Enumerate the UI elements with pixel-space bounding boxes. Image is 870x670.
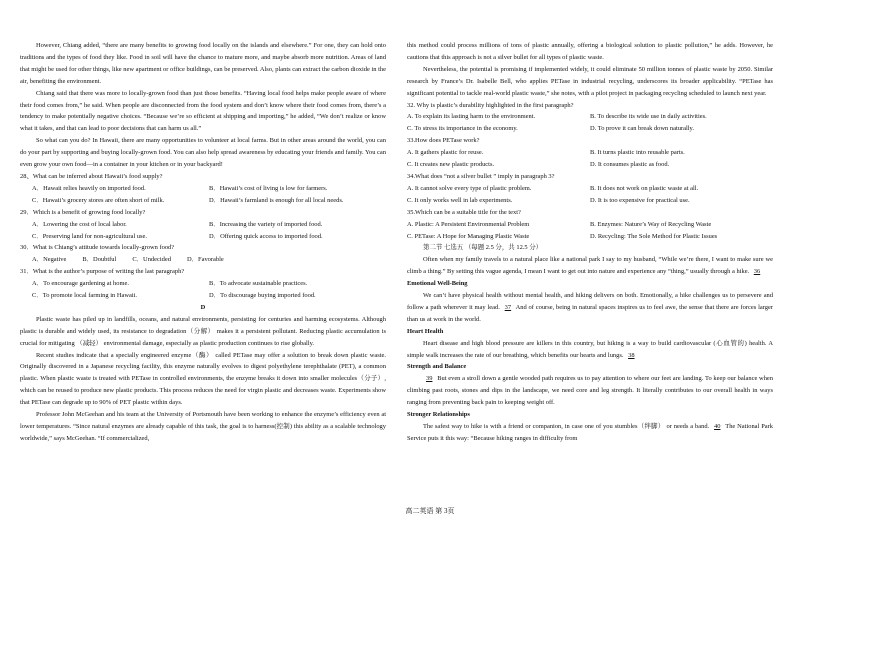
passage-label: D <box>200 303 206 311</box>
question-30: 30．What is Chiang’s attitude towards locally-grown food? <box>20 244 175 252</box>
option-c: C. PETase: A Hope for Managing Plastic Waste <box>407 232 530 240</box>
option-b: B. Enzymes: Nature’s Way of Recycling Waste <box>590 220 712 228</box>
paragraph: Nevertheless, the potential is promising if implemented widely, it could eliminate 50 million tonnes of plastic waste by 2050. Similar research by France’s Dr. Isabelle Bell, who applies PETase in industrial recycling, underscores its broader applicability. “PETase has significant potential to tackle real-world plastic waste,” she notes, with a pilot project in packaging recycling scheduled to launch next year. <box>407 65 773 97</box>
subheading: Strength and Balance <box>407 363 467 371</box>
options-row <box>407 159 773 171</box>
options-row <box>407 231 773 243</box>
paragraph: Chiang said that there was more to locally-grown food than just those benefits. “Having local food helps make people aware of where their food comes from,” he said. When people are disconnected from the food system and don’t know where their food comes from, there’s a tendency to make potentially negative choices. “Because we’re so efficient at shipping and importing,” he added, “We don’t realize or know what it takes, and that can lead to poor decisions that can harm us all.” <box>20 89 386 133</box>
option-c: C．To promote local farming in Hawaii. <box>32 292 138 300</box>
option-a: A．Negative <box>32 256 67 264</box>
option-b: B．Increasing the variety of imported food. <box>209 220 323 228</box>
page-footer: 高二英语 第 3页 <box>405 507 455 515</box>
option-d: D. To prove it can break down naturally. <box>590 125 694 133</box>
paragraph-text: Heart disease and high blood pressure are killers in this country, but hiking is a way to build cardiovascular (心血管的) health. A simple walk increases the rate of our breathing, which benefits our hearts and lungs. <box>407 339 773 359</box>
subheading: Stronger Relationships <box>407 411 470 419</box>
paragraph-text: The National Park Service puts it this way: “Because hiking ranges in difficulty from <box>407 423 774 442</box>
question-35: 35.Which can be a suitable title for the text? <box>407 208 521 216</box>
blank-40[interactable]: 40 <box>714 423 721 430</box>
question-34: 34.What does “not a silver bullet ” imply in paragraph 3? <box>407 172 555 180</box>
paragraph: So what can you do? In Hawaii, there are many opportunities to volunteer at local farms. But in other areas around the world, you can do your part by supporting and buying locally-grown food. You can also help spread awareness by educating your friends and family. You can even grow your own food—in a container in your kitchen or in your backyard! <box>20 137 386 169</box>
blank-36[interactable]: 36 <box>753 268 761 276</box>
option-b: B. It does not work on plastic waste at all. <box>590 184 699 192</box>
option-c: C．Hawaii’s grocery stores are often short of milk. <box>32 196 165 204</box>
subheading: Emotional Well-Being <box>407 280 468 288</box>
option-a: A. It cannot solve every type of plastic problem. <box>407 184 532 192</box>
options-row <box>407 195 773 207</box>
paragraph <box>407 254 773 278</box>
options-row <box>407 219 773 231</box>
options-row <box>20 254 386 266</box>
paragraph <box>407 373 773 409</box>
paragraph-text: And of course, being in natural spaces inspires us to feel awe, the sense that there are forces larger than us at work in the world. <box>407 303 773 323</box>
option-c: C．Undecided <box>132 256 171 264</box>
option-a: A. Plastic: A Persistent Environmental Problem <box>407 220 530 228</box>
question-29: 29．Which is a benefit of growing food locally? <box>20 208 146 216</box>
right-column <box>407 40 773 445</box>
paragraph-text: The safest way to hike is with a friend or companion, in case one of you stumbles（绊脚） or needs a band. <box>423 423 710 430</box>
paragraph: Professor John McGeehan and his team at the University of Portsmouth have been working to enhance the enzyme’s efficiency even at lower temperatures. “Since natural enzymes are already capable of this task, the goal is to harness(控制) this ability as a scalable technology worldwide,” says McGeehan. “If commercialized, <box>20 411 386 442</box>
subheading: Heart Health <box>407 327 444 335</box>
paragraph: However, Chiang added, “there are many benefits to growing food locally on the islands and elsewhere.” For one, they can hold onto traditions and the types of food they like. Food in soil will have the chance to mature more, and maybe absorb more nutrition. Areas of land that might be used for other things, like new apartment or office buildings, can be preserved. Also, plants can extract the carbon dioxide in the air, benefiting the environment. <box>20 42 386 85</box>
options-row <box>20 219 386 231</box>
section-heading: 第二节 七选五 （每题 2.5 分，共 12.5 分） <box>423 244 543 252</box>
paragraph-text: Often when my family travels to a natural place like a national park I say to my husband, “While we’re there, I want to make sure we climb a thing.” By setting this vague agenda, I mean I want to get out into nature and experience any “thing,” usually through a hike. <box>407 256 773 276</box>
option-b: B．Doubtful <box>82 256 117 264</box>
option-c: C. It creates new plastic products. <box>407 161 495 169</box>
paragraph <box>407 290 773 326</box>
question-31: 31．What is the author’s purpose of writing the last paragraph? <box>20 268 185 276</box>
paragraph: Recent studies indicate that a specially engineered enzyme（酶） called PETase may offer a solution to break down plastic waste. Originally discovered in a Japanese recycling facility, this enzyme naturally evolves to digest polyethylene terephthalate (PET), a common plastic. When plastic waste is treated with PETase in controlled environments, the enzyme breaks it down into smaller molecules（分子）, which can be reused to produce new plastic products. This process reduces the need for virgin plastic and decreases waste. Experiments show that PETase can degrade up to 90% of PET plastic within days. <box>20 351 386 407</box>
blank-38[interactable]: 38 <box>628 351 635 359</box>
option-c: C. To stress its importance in the economy. <box>407 125 518 133</box>
options-row <box>407 183 773 195</box>
paragraph-text: We can’t have physical health without mental health, and hiking delivers on both. Emotionally, a hike challenges us to persevere and follow a path wherever it may lead. <box>407 292 773 311</box>
option-d: D．Offering quick access to imported food. <box>209 232 323 240</box>
blank-39[interactable]: 39 <box>426 375 433 383</box>
options-row <box>20 278 386 290</box>
option-b: B. It turns plastic into reusable parts. <box>590 149 685 157</box>
question-32: 32. Why is plastic’s durability highlighted in the first paragraph? <box>407 101 574 109</box>
options-row <box>20 183 386 195</box>
option-c: C. It only works well in lab experiments. <box>407 196 513 204</box>
option-a: A．Lowering the cost of local labor. <box>32 220 127 228</box>
option-a: A. It gathers plastic for reuse. <box>407 149 484 157</box>
options-row <box>20 195 386 207</box>
question-33: 33.How does PETase work? <box>407 137 480 145</box>
left-column <box>20 40 386 445</box>
paragraph: this method could process millions of tons of plastic annually, offering a biological solution to plastic pollution,” he adds. However, he cautions that this approach is not a silver bullet for all types of plastic waste. <box>407 42 773 61</box>
option-a: A．Hawaii relies heavily on imported food. <box>32 184 146 192</box>
paragraph <box>407 421 773 445</box>
option-d: D. It consumes plastic as food. <box>590 161 670 169</box>
blank-37[interactable]: 37 <box>504 303 512 311</box>
options-row <box>20 231 386 243</box>
option-d: D. It is too expensive for practical use. <box>590 196 690 204</box>
options-row <box>407 147 773 159</box>
options-row <box>407 111 773 123</box>
option-d: D. Recycling: The Sole Method for Plastic Issues <box>590 232 718 240</box>
option-b: B．Hawaii’s cost of living is low for farmers. <box>209 184 328 192</box>
options-row <box>407 123 773 135</box>
option-c: C．Preserving land for non-agricultural use. <box>32 232 147 240</box>
option-b: B．To advocate sustainable practices. <box>209 280 308 288</box>
options-row <box>20 290 386 302</box>
option-d: D．To discourage buying imported food. <box>209 292 316 300</box>
question-28: 28、What can be inferred about Hawaii’s food supply? <box>20 172 163 180</box>
paragraph: Plastic waste has piled up in landfills, oceans, and natural environments, persisting for centuries and harming ecosystems. Although plastic is durable and widely used, its resistance to degradation（分解） makes it a persistent pollutant. Reducing plastic accumulation is crucial for mitigating （减轻） environmental damage, especially as plastic production continues to rise globally. <box>20 315 386 347</box>
option-d: D．Hawaii’s farmland is enough for all local needs. <box>209 196 344 204</box>
paragraph <box>407 338 773 362</box>
option-b: B. To describe its wide use in daily activities. <box>590 113 707 121</box>
paragraph-text: But even a stroll down a gentle wooded path requires us to pay attention to where our feet are landing. To keep our balance when climbing past roots, stones and dips in the landscape, we need core and leg strength. It literally contributes to our overall health in ways ranging from preventing back pain to keeping weight off. <box>407 375 773 407</box>
option-d: D．Favorable <box>186 256 224 264</box>
option-a: A．To encourage gardening at home. <box>32 280 129 288</box>
option-a: A. To explain its lasting harm to the environment. <box>407 113 536 121</box>
